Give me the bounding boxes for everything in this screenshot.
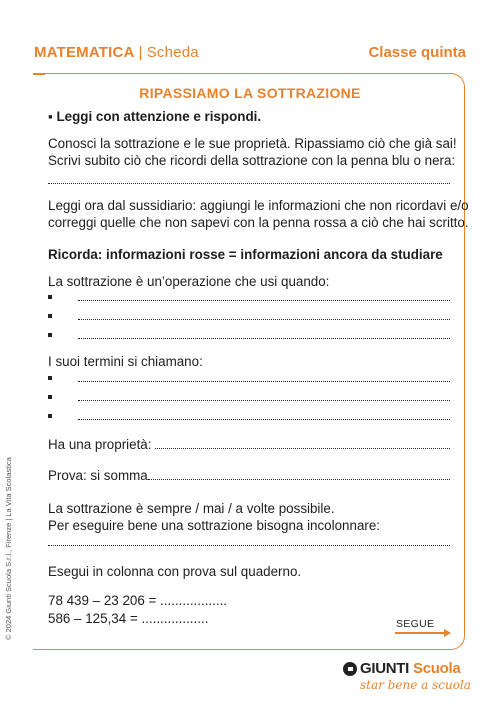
logo-g-icon [343, 662, 357, 676]
answer-line-when-3[interactable] [78, 338, 450, 339]
exercise-2: 586 – 125,34 = .................. [48, 611, 209, 626]
answer-line-when-1[interactable] [78, 300, 450, 301]
bullet-marker [48, 376, 52, 380]
answer-line-recall[interactable] [48, 183, 450, 184]
bullet-marker [48, 333, 52, 337]
possible-line: La sottrazione è sempre / mai / a volte possibile. [48, 501, 335, 516]
intro-line-2: Scrivi subito ciò che ricordi della sottrazione con la penna blu o nera: [48, 153, 456, 168]
logo-tagline: star bene a scuola [360, 678, 471, 692]
next-arrow-line [395, 632, 445, 634]
logo-text-scuola: Scuola [413, 660, 461, 677]
frame-top-stub [33, 73, 45, 75]
answer-line-property[interactable] [155, 448, 450, 449]
copyright-credit: © 2024 Giunti Scuola S.r.l., Firenze | La Vita Scolastica [4, 457, 13, 640]
book-line-1: Leggi ora dal sussidiario: aggiungi le informazioni che non ricordavi e/o [48, 198, 469, 213]
column-line: Per eseguire bene una sottrazione bisogna incolonnare: [48, 518, 381, 533]
exercise-intro: Esegui in colonna con prova sul quaderno. [48, 564, 302, 579]
answer-line-proof[interactable] [148, 479, 450, 480]
book-line-2: correggi quelle che non sapevi con la penna rossa a ciò che hai scritto. [48, 215, 469, 230]
worksheet-title: RIPASSIAMO LA SOTTRAZIONE [139, 85, 361, 101]
when-label: La sottrazione è un’operazione che usi quando: [48, 274, 330, 289]
answer-line-terms-3[interactable] [78, 419, 450, 420]
header-separator: | [138, 44, 143, 61]
arrow-right-icon [444, 629, 451, 637]
answer-line-column[interactable] [48, 545, 450, 546]
remember-note: Ricorda: informazioni rosse = informazioni ancora da studiare [48, 247, 443, 262]
intro-line-1: Conosci la sottrazione e le sue proprietà. Ripassiamo ciò che già sai! [48, 136, 457, 151]
sheet-kind: Scheda [146, 44, 199, 61]
property-label: Ha una proprietà: [48, 437, 152, 452]
bullet-marker [48, 414, 52, 418]
answer-line-when-2[interactable] [78, 319, 450, 320]
grade-label: Classe quinta [368, 44, 466, 61]
answer-line-terms-1[interactable] [78, 381, 450, 382]
subject-label [34, 44, 199, 61]
page-header [34, 44, 466, 66]
exercise-1: 78 439 – 23 206 = .................. [48, 593, 228, 608]
next-page-label[interactable]: SEGUE [396, 618, 435, 630]
bullet-marker [48, 295, 52, 299]
terms-label: I suoi termini si chiamano: [48, 354, 203, 369]
instruction: ▪ Leggi con attenzione e rispondi. [48, 109, 262, 124]
subject-name: MATEMATICA [34, 44, 135, 61]
answer-line-terms-2[interactable] [78, 400, 450, 401]
proof-label: Prova: si somma [48, 468, 148, 483]
bullet-marker [48, 395, 52, 399]
bullet-marker [48, 314, 52, 318]
logo-text-giunti: GIUNTI [360, 660, 410, 677]
